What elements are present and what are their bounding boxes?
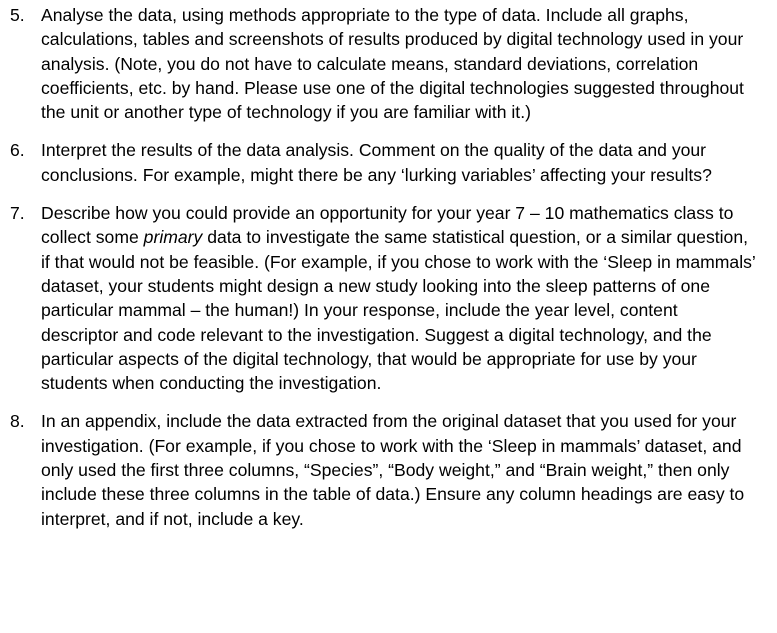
item-text-emphasis: primary <box>143 227 203 248</box>
item-number: 7. <box>10 203 25 224</box>
item-text: Interpret the results of the data analysis. Comment on the quality of the data and your conclusions. For example, might there be any ‘lurking variables’ affecting your results? <box>41 140 712 185</box>
item-number: 8. <box>10 411 25 432</box>
list-item-6 <box>0 138 777 187</box>
item-text-before: Describe how you could provide an opportunity for your year 7 – 10 mathematics class to collect some <box>41 203 734 248</box>
item-text: Analyse the data, using methods appropriate to the type of data. Include all graphs, calculations, tables and screenshots of results produced by digital technology used in your analysis. (Note, you do not have to calculate means, standard deviations, correlation coefficients, etc. by hand. Please use one of the digital technologies suggested throughout the unit or another type of technology if you are familiar with it.) <box>41 5 744 123</box>
item-number: 5. <box>10 5 25 25</box>
item-text: In an appendix, include the data extracted from the original dataset that you used for your investigation. (For example, if you chose to work with the ‘Sleep in mammals’ dataset, and only used the first three columns, “Species”, “Body weight,” and “Brain weight,” then only include these three columns in the table of data.) Ensure any column headings are easy to interpret, and if not, include a key. <box>41 411 745 529</box>
item-text-after: data to investigate the same statistical question, or a similar question, if that would not be feasible. (For example, if you chose to work with the ‘Sleep in mammals’ dataset, your students might design a new study looking into the sleep patterns of one particular mammal – the human!) In your response, include the year level, content descriptor and code relevant to the investigation. Suggest a digital technology, and the particular aspects of the digital technology, that would be appropriate for use by your students when conducting the investigation. <box>41 227 756 394</box>
document-body <box>0 3 777 531</box>
list-item-5 <box>0 3 777 124</box>
item-number: 6. <box>10 140 25 161</box>
list-item-8 <box>0 409 777 530</box>
item-text <box>41 203 755 393</box>
list-item-7 <box>0 201 777 395</box>
